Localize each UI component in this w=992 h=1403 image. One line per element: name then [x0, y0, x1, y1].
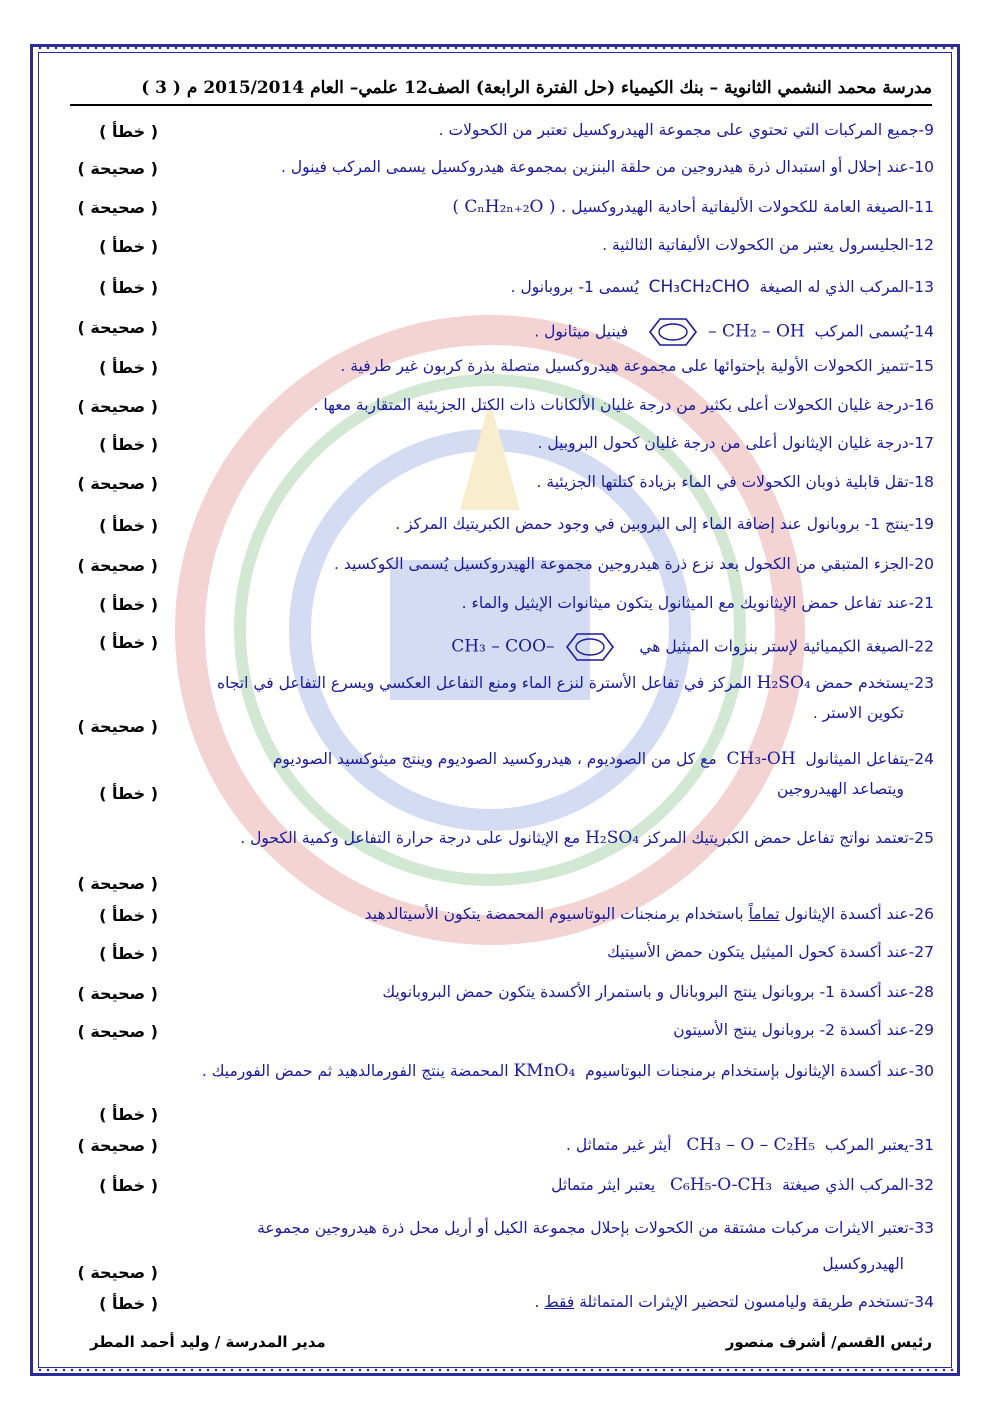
chemical-formula: CH₃ – O – C₂H₅ — [686, 1135, 816, 1155]
question-row-10 — [66, 153, 934, 187]
answer-label: ( خطأ ) — [99, 784, 158, 803]
question-text: 23-يستخدم حمض H₂SO₄ المركز في تفاعل الأسترة لنزع الماء ومنع التفاعل العكسي ويسرع التفاعل في اتجاه تكوين الاستر . — [216, 673, 934, 722]
answer-label: ( خطأ ) — [99, 122, 158, 141]
chemical-formula: KMnO₄ — [513, 1061, 576, 1081]
question-row-14 — [66, 312, 934, 350]
benzene-ring-icon — [638, 317, 708, 347]
chemical-formula: H₂SO₄ — [756, 673, 811, 693]
page-title: مدرسة محمد النشمي الثانوية – بنك الكيمياء (حل الفترة الرابعة) الصف12 علمي– العام 2015/2014 م ( 3 ) — [70, 78, 932, 106]
question-row-17 — [66, 429, 934, 463]
answer-label: ( خطأ ) — [99, 516, 158, 535]
chemical-formula: – CH₂ – OH — [708, 321, 805, 342]
question-row-30 — [66, 1056, 934, 1126]
question-row-31 — [66, 1130, 934, 1164]
answer-label: ( خطأ ) — [99, 1176, 158, 1195]
question-row-18 — [66, 468, 934, 502]
question-text: 24-يتفاعل الميثانول CH₃-OH مع كل من الصوديوم ، هيدروكسيد الصوديوم وينتج ميثوكسيد الصوديوم ويتصاعد الهيدروجين — [272, 749, 934, 798]
question-row-32 — [66, 1170, 934, 1204]
question-text: 21-عند تفاعل حمض الإيثانويك مع الميثانول يتكون ميثانوات الإيثيل والماء . — [461, 594, 934, 612]
question-row-27 — [66, 938, 934, 972]
question-text: 19-ينتج 1- بروبانول عند إضافة الماء إلى البروبين في وجود حمض الكبريتيك المركز . — [395, 515, 934, 533]
school-principal: مدير المدرسة / وليد أحمد المطر — [90, 1333, 326, 1351]
answer-label: ( صحيحة ) — [77, 874, 158, 893]
question-text: 34-تستخدم طريقة وليامسون لتحضير الإيثرات المتماثلة فقط . — [534, 1293, 934, 1311]
question-text: 31-يعتبر المركب CH₃ – O – C₂H₅ أيثر غير متماثل . — [565, 1135, 934, 1155]
answer-label: ( خطأ ) — [99, 633, 158, 652]
department-head: رئيس القسم/ أشرف منصور — [725, 1333, 932, 1351]
question-row-29 — [66, 1016, 934, 1050]
question-row-25 — [66, 823, 934, 895]
chemical-formula: C₆H₅-O-CH₃ — [670, 1175, 773, 1195]
chemical-formula: CH₃CH₂CHO — [648, 277, 750, 297]
question-text: 26-عند أكسدة الإيثانول تماماً باستخدام برمنجنات البوتاسيوم المحمضة يتكون الأسيتالدهيد — [364, 905, 934, 923]
question-text: 30-عند أكسدة الإيثانول بإستخدام برمنجنات البوتاسيوم KMnO₄ المحمضة ينتج الفورمالدهيد ثم حمض الفورميك . — [201, 1061, 934, 1081]
answer-label: ( خطأ ) — [99, 358, 158, 377]
answer-label: ( خطأ ) — [99, 1294, 158, 1313]
question-row-34 — [66, 1288, 934, 1322]
question-text: 32-المركب الذي صيغتة C₆H₅-O-CH₃ يعتبر ايثر متماثل — [551, 1175, 934, 1195]
answer-label: ( خطأ ) — [99, 944, 158, 963]
chemical-formula: H₂SO₄ — [585, 828, 640, 848]
answer-label: ( صحيحة ) — [77, 474, 158, 493]
answer-label: ( صحيحة ) — [77, 717, 158, 736]
question-row-15 — [66, 352, 934, 386]
question-text: 18-تقل قابلية ذوبان الكحولات في الماء بزيادة كتلتها الجزيئية . — [536, 473, 934, 491]
answer-label: ( صحيحة ) — [77, 198, 158, 217]
question-row-9 — [66, 116, 934, 150]
benzene-ring-icon — [555, 632, 625, 662]
answer-label: ( خطأ ) — [99, 595, 158, 614]
chemical-formula: CH₃ – COO– — [451, 636, 555, 657]
question-text: 9-جميع المركبات التي تحتوي على مجموعة الهيدروكسيل تعتبر من الكحولات . — [438, 121, 934, 139]
answer-label: ( صحيحة ) — [77, 1022, 158, 1041]
question-text: 17-درجة غليان الإيثانول أعلى من درجة غليان كحول البروبيل . — [537, 434, 934, 452]
question-row-16 — [66, 391, 934, 425]
question-row-21 — [66, 589, 934, 623]
answer-label: ( صحيحة ) — [77, 397, 158, 416]
answer-label: ( صحيحة ) — [77, 318, 158, 337]
question-row-26 — [66, 900, 934, 934]
answer-label: ( صحيحة ) — [77, 556, 158, 575]
question-text: 16-درجة غليان الكحولات أعلى بكثير من درجة غليان الألكانات ذات الكتل الجزيئية المتقاربة معها . — [313, 396, 934, 414]
question-text: 22-الصيغة الكيميائية لإستر بنزوات الميثيل هي CH₃ – COO– — [451, 632, 934, 662]
question-text: 33-تعتبر الايثرات مركبات مشتقة من الكحولات بإحلال مجموعة الكيل أو أريل محل ذرة هيدروجين مجموعة الهيدروكسيل — [257, 1219, 934, 1273]
border-dots-top — [36, 46, 954, 50]
answer-label: ( صحيحة ) — [77, 159, 158, 178]
question-row-24 — [66, 744, 934, 818]
question-text: 20-الجزء المتبقي من الكحول بعد نزع ذرة هيدروجين مجموعة الهيدروكسيل يُسمى الكوكسيد . — [334, 555, 934, 573]
question-row-12 — [66, 231, 934, 265]
chemical-formula: CH₃-OH — [726, 749, 796, 769]
answer-label: ( صحيحة ) — [77, 984, 158, 1003]
question-row-23 — [66, 668, 934, 738]
answer-label: ( خطأ ) — [99, 435, 158, 454]
answer-label: ( خطأ ) — [99, 237, 158, 256]
chemical-formula: ( CₙH₂ₙ₊₂O ) . — [452, 197, 567, 217]
answer-label: ( صحيحة ) — [77, 1136, 158, 1155]
question-text: 28-عند أكسدة 1- بروبانول ينتج البروبانال و باستمرار الأكسدة يتكون حمض البروبانويك — [382, 983, 934, 1001]
question-text: 29-عند أكسدة 2- بروبانول ينتج الأسيتون — [673, 1021, 934, 1039]
question-text: 27-عند أكسدة كحول الميثيل يتكون حمض الأسيتيك — [607, 943, 934, 961]
question-text: 10-عند إحلال أو استبدال ذرة هيدروجين من حلقة البنزين بمجموعة هيدروكسيل يسمى المركب فينول . — [281, 158, 934, 176]
question-text: 11-الصيغة العامة للكحولات الأليفاتية أحادية الهيدروكسيل ( CₙH₂ₙ₊₂O ) . — [452, 197, 934, 217]
border-dots-bottom — [36, 1368, 954, 1372]
question-row-11 — [66, 192, 934, 226]
question-row-28 — [66, 978, 934, 1012]
question-row-22 — [66, 627, 934, 665]
question-row-20 — [66, 550, 934, 584]
question-row-19 — [66, 510, 934, 544]
question-row-13 — [66, 272, 934, 306]
answer-label: ( خطأ ) — [99, 278, 158, 297]
question-text: 14-يُسمى المركب – CH₂ – OH فينيل ميثانول . — [534, 317, 934, 347]
question-text: 25-تعتمد نواتج تفاعل حمض الكبريتيك المركز H₂SO₄ مع الإيثانول على درجة حرارة التفاعل وكمية الكحول . — [240, 828, 934, 848]
answer-label: ( خطأ ) — [99, 906, 158, 925]
answer-label: ( خطأ ) — [99, 1105, 158, 1124]
question-text: 13-المركب الذي له الصيغة CH₃CH₂CHO يُسمى 1- بروبانول . — [510, 277, 934, 297]
question-text: 12-الجليسرول يعتبر من الكحولات الأليفاتية الثالثية . — [602, 236, 934, 254]
question-row-33 — [66, 1210, 934, 1284]
question-text: 15-تتميز الكحولات الأولية بإحتوائها على مجموعة هيدروكسيل متصلة بذرة كربون غير طرفية . — [340, 357, 934, 375]
answer-label: ( صحيحة ) — [77, 1263, 158, 1282]
